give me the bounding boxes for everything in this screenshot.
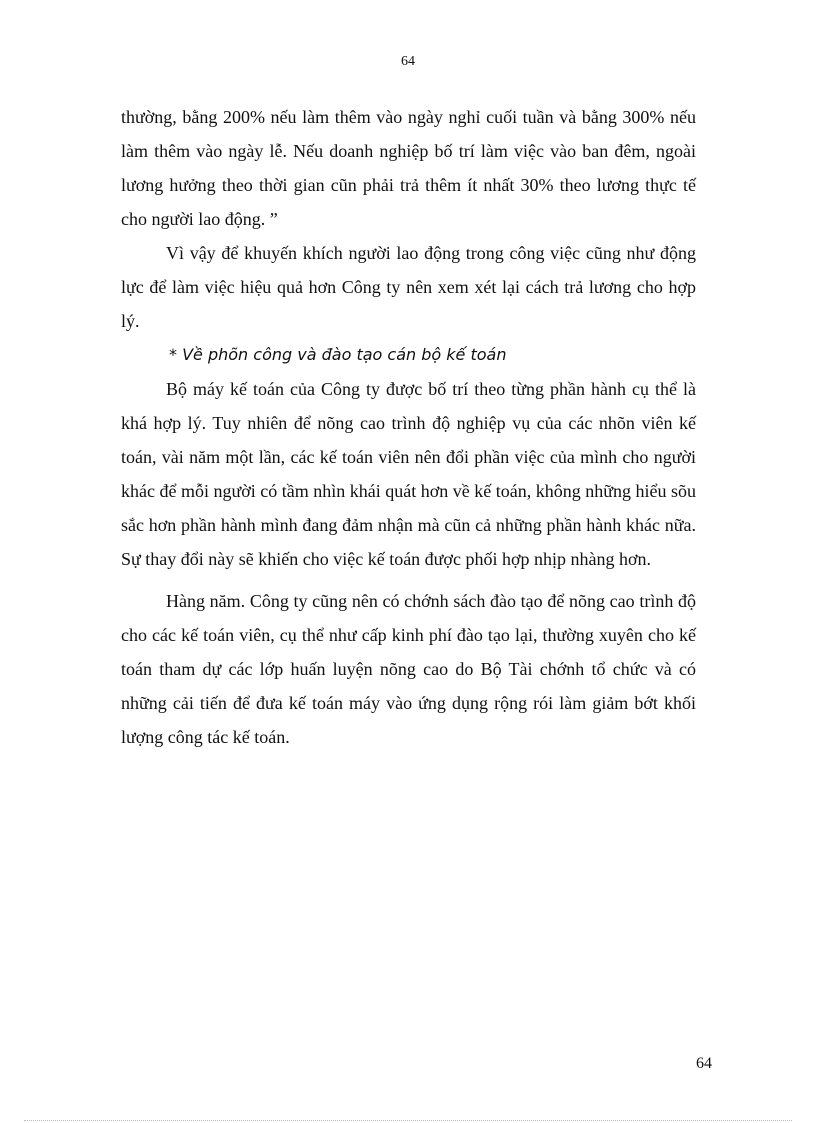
paragraph-annual-training: Hàng năm. Công ty cũng nên có chớnh sách đào tạo để nõng cao trình độ cho các kế toán viên, cụ thể như cấp kinh phí đào tạo lại, thường xuyên cho kế toán tham dự các lớp huấn luyện nõng cao do Bộ Tài chớnh tổ chức và có những cải tiến để đưa kế toán máy vào ứng dụng rộng rói làm giảm bớt khối lượng công tác kế toán. <box>121 591 696 747</box>
footer-divider <box>24 1120 792 1121</box>
page-footer-number: 64 <box>696 1055 712 1072</box>
paragraph-overtime-pay: thường, bằng 200% nếu làm thêm vào ngày nghỉ cuối tuần và bằng 300% nếu làm thêm vào ngày lễ. Nếu doanh nghiệp bố trí làm việc vào ban đêm, ngoài lương hưởng theo thời gian cũn phải trả thêm ít nhất 30% theo lương thực tế cho người lao động. ” <box>121 107 696 229</box>
section-heading-staff-training: * Về phõn công và đào tạo cán bộ kế toán <box>169 345 507 364</box>
page-header-number: 64 <box>401 54 415 69</box>
paragraph-accounting-structure: Bộ máy kế toán của Công ty được bố trí theo từng phần hành cụ thể là khá hợp lý. Tuy nhiên để nõng cao trình độ nghiệp vụ của các nhõn viên kế toán, vài năm một lần, các kế toán viên nên đổi phần việc của mình cho người khác để mỗi người có tầm nhìn khái quát hơn về kế toán, không những hiểu sõu sắc hơn phần hành mình đang đảm nhận mà cũn cả những phần hành khác nữa. Sự thay đổi này sẽ khiến cho việc kế toán được phối hợp nhịp nhàng hơn. <box>121 379 696 569</box>
body-text <box>121 100 696 754</box>
paragraph-incentive: Vì vậy để khuyến khích người lao động trong công việc cũng như động lực để làm việc hiệu quả hơn Công ty nên xem xét lại cách trả lương cho hợp lý. <box>121 243 696 331</box>
